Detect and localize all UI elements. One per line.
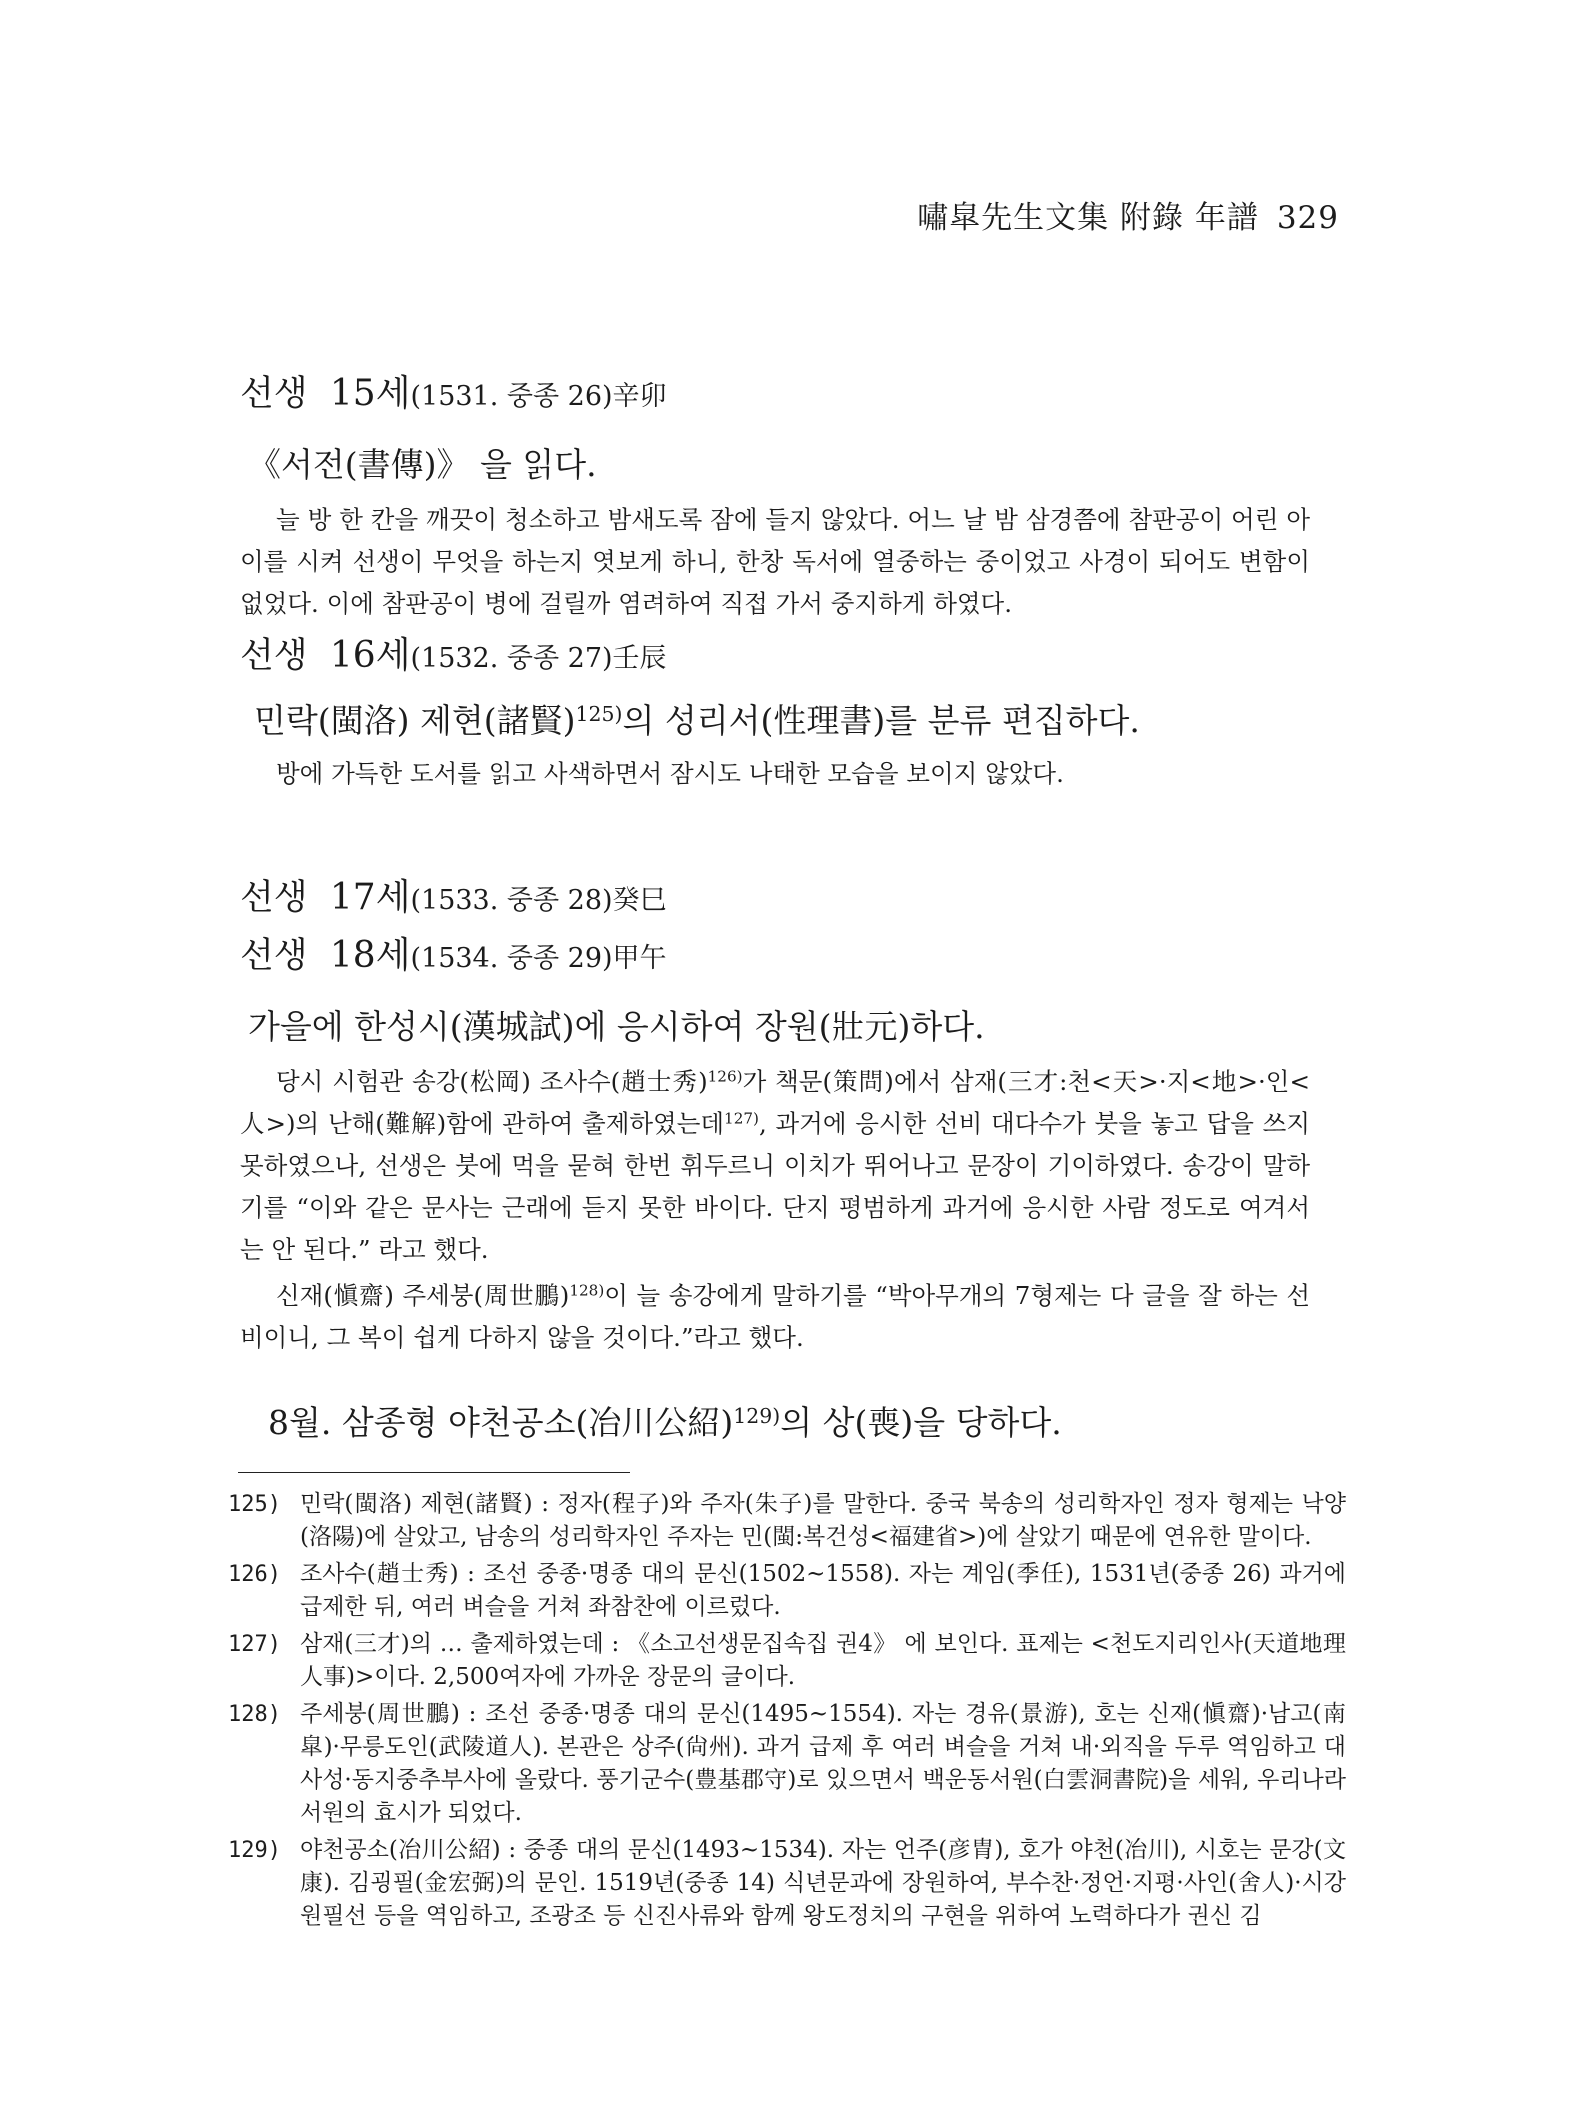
paragraph: 늘 방 한 칸을 깨끗이 청소하고 밤새도록 잠에 들지 않았다. 어느 날 밤 삼경쯤에 참판공이 어린 아이를 시켜 선생이 무엇을 하는지 엿보게 하니, 한창 독서에 열중하는 중이었고 사경이 되어도 변함이 없었다. 이에 참판공이 병에 걸릴까 염려하여 직접 가서 중지하게 하였다. bbox=[240, 505, 1310, 618]
header-title: 嘯皐先生文集 附錄 年譜 bbox=[917, 200, 1259, 236]
footnote-126 bbox=[228, 1558, 1346, 1624]
heading-text: 의 성리서(性理書)를 분류 편집하다. bbox=[622, 701, 1140, 740]
footnote-number: 127) bbox=[228, 1632, 281, 1657]
footnote-ref-125[interactable]: 125) bbox=[575, 701, 623, 726]
event-heading: 가을에 한성시(漢城試)에 응시하여 장원(壯元)하다. bbox=[248, 1007, 985, 1046]
year-heading bbox=[240, 632, 1340, 683]
year-label: 선생 bbox=[240, 636, 308, 676]
paragraph: 방에 가득한 도서를 읽고 사색하면서 잠시도 나태한 모습을 보이지 않았다. bbox=[276, 759, 1064, 788]
footnote-number: 126) bbox=[228, 1562, 281, 1587]
entry-age-15 bbox=[240, 370, 1340, 625]
entry-age-18 bbox=[240, 932, 1340, 1447]
heading-text: 8월. 삼종형 야천공소(冶川公紹) bbox=[268, 1403, 734, 1442]
paragraph-text: , 과거에 응시한 선비 대다수가 붓을 놓고 답을 쓰지 못하였으나, 선생은 붓에 먹을 묻혀 한번 휘두르니 이치가 뛰어나고 문장이 기이하였다. 송강이 말하기를 “이와 같은 문사는 근래에 듣지 못한 바이다. 단지 평범하게 과거에 응시한 사람 정도로 여겨서는 안 된다.” 라고 했다. bbox=[240, 1109, 1310, 1264]
year-heading bbox=[240, 370, 1340, 421]
footnote-ref-127[interactable]: 127) bbox=[724, 1109, 759, 1128]
footnotes bbox=[228, 1488, 1346, 1937]
event-heading: 《서전(書傳)》 을 읽다. bbox=[248, 445, 597, 484]
year-label: 선생 bbox=[240, 878, 308, 918]
year-detail: (1534. 중종 29)甲午 bbox=[410, 943, 667, 974]
footnote-ref-126[interactable]: 126) bbox=[707, 1067, 743, 1086]
age-label: 16세 bbox=[329, 635, 411, 676]
footnote-125 bbox=[228, 1488, 1346, 1554]
heading-text: 민락(閩洛) 제현(諸賢) bbox=[254, 701, 576, 740]
year-heading bbox=[240, 932, 1340, 983]
age-label: 18세 bbox=[329, 935, 411, 976]
footnote-text: 야천공소(冶川公紹) : 중종 대의 문신(1493~1534). 자는 언주(彦胄), 호가 야천(冶川), 시호는 문강(文康). 김굉필(金宏弼)의 문인. 1519년(중종 14) 식년문과에 장원하여, 부수찬·정언·지평·사인(舍人)·시강원필선 등을 역임하고, 조광조 등 신진사류와 함께 왕도정치의 구현을 위하여 노력하다가 권신 김 bbox=[300, 1837, 1346, 1929]
footnote-129 bbox=[228, 1834, 1346, 1933]
paragraph-text: 신재(愼齋) 주세붕(周世鵬) bbox=[276, 1281, 570, 1310]
footnote-text: 주세붕(周世鵬) : 조선 중종·명종 대의 문신(1495~1554). 자는 경유(景游), 호는 신재(愼齋)·남고(南皐)·무릉도인(武陵道人). 본관은 상주(尙州). 과거 급제 후 여러 벼슬을 거쳐 내·외직을 두루 역임하고 대사성·동지중추부사에 올랐다. 풍기군수(豊基郡守)로 있으면서 백운동서원(白雲洞書院)을 세워, 우리나라 서원의 효시가 되었다. bbox=[300, 1701, 1346, 1826]
paragraph-text: 가 책문(策問)에서 삼재(三才:천<天>·지<地>·인<人>)의 난해(難解)함에 관하여 출제하였는데 bbox=[240, 1067, 1310, 1138]
entry-age-16 bbox=[240, 632, 1340, 795]
running-header bbox=[917, 192, 1339, 237]
year-label: 선생 bbox=[240, 936, 308, 976]
year-detail: (1531. 중종 26)辛卯 bbox=[410, 381, 667, 412]
footnote-text: 민락(閩洛) 제현(諸賢) : 정자(程子)와 주자(朱子)를 말한다. 중국 북송의 성리학자인 정자 형제는 낙양(洛陽)에 살았고, 남송의 성리학자인 주자는 민(閩:복건성<福建省>)에 살았기 때문에 연유한 말이다. bbox=[300, 1491, 1346, 1550]
footnote-128 bbox=[228, 1698, 1346, 1830]
footnote-ref-128[interactable]: 128) bbox=[569, 1281, 605, 1300]
footnote-text: 삼재(三才)의 … 출제하였는데 : 《소고선생문집속집 권4》 에 보인다. 표제는 <천도지리인사(天道地理人事)>이다. 2,500여자에 가까운 장문의 글이다. bbox=[300, 1631, 1346, 1690]
age-label: 17세 bbox=[329, 877, 411, 918]
age-label: 15세 bbox=[329, 373, 411, 414]
paragraph-text: 이 늘 송강에게 말하기를 “박아무개의 7형제는 다 글을 잘 하는 선비이니, 그 복이 쉽게 다하지 않을 것이다.”라고 했다. bbox=[240, 1281, 1310, 1352]
entry-age-17 bbox=[240, 874, 1340, 925]
year-detail: (1533. 중종 28)癸巳 bbox=[410, 885, 667, 916]
year-label: 선생 bbox=[240, 374, 308, 414]
footnote-divider bbox=[238, 1472, 630, 1473]
footnote-ref-129[interactable]: 129) bbox=[733, 1403, 781, 1428]
footnote-number: 129) bbox=[228, 1838, 281, 1863]
page-number: 329 bbox=[1276, 200, 1339, 236]
footnote-127 bbox=[228, 1628, 1346, 1694]
paragraph bbox=[240, 1275, 1310, 1359]
heading-text: 의 상(喪)을 당하다. bbox=[780, 1403, 1062, 1442]
footnote-number: 128) bbox=[228, 1702, 281, 1727]
footnote-number: 125) bbox=[228, 1492, 281, 1517]
event-heading bbox=[268, 1399, 1340, 1447]
year-heading bbox=[240, 874, 1340, 925]
paragraph-text: 당시 시험관 송강(松岡) 조사수(趙士秀) bbox=[276, 1067, 708, 1096]
year-detail: (1532. 중종 27)壬辰 bbox=[410, 643, 667, 674]
footnote-text: 조사수(趙士秀) : 조선 중종·명종 대의 문신(1502~1558). 자는 계임(季任), 1531년(중종 26) 과거에 급제한 뒤, 여러 벼슬을 거쳐 좌참찬에 이르렀다. bbox=[300, 1561, 1346, 1620]
paragraph bbox=[240, 1061, 1310, 1271]
event-heading bbox=[254, 697, 1340, 745]
